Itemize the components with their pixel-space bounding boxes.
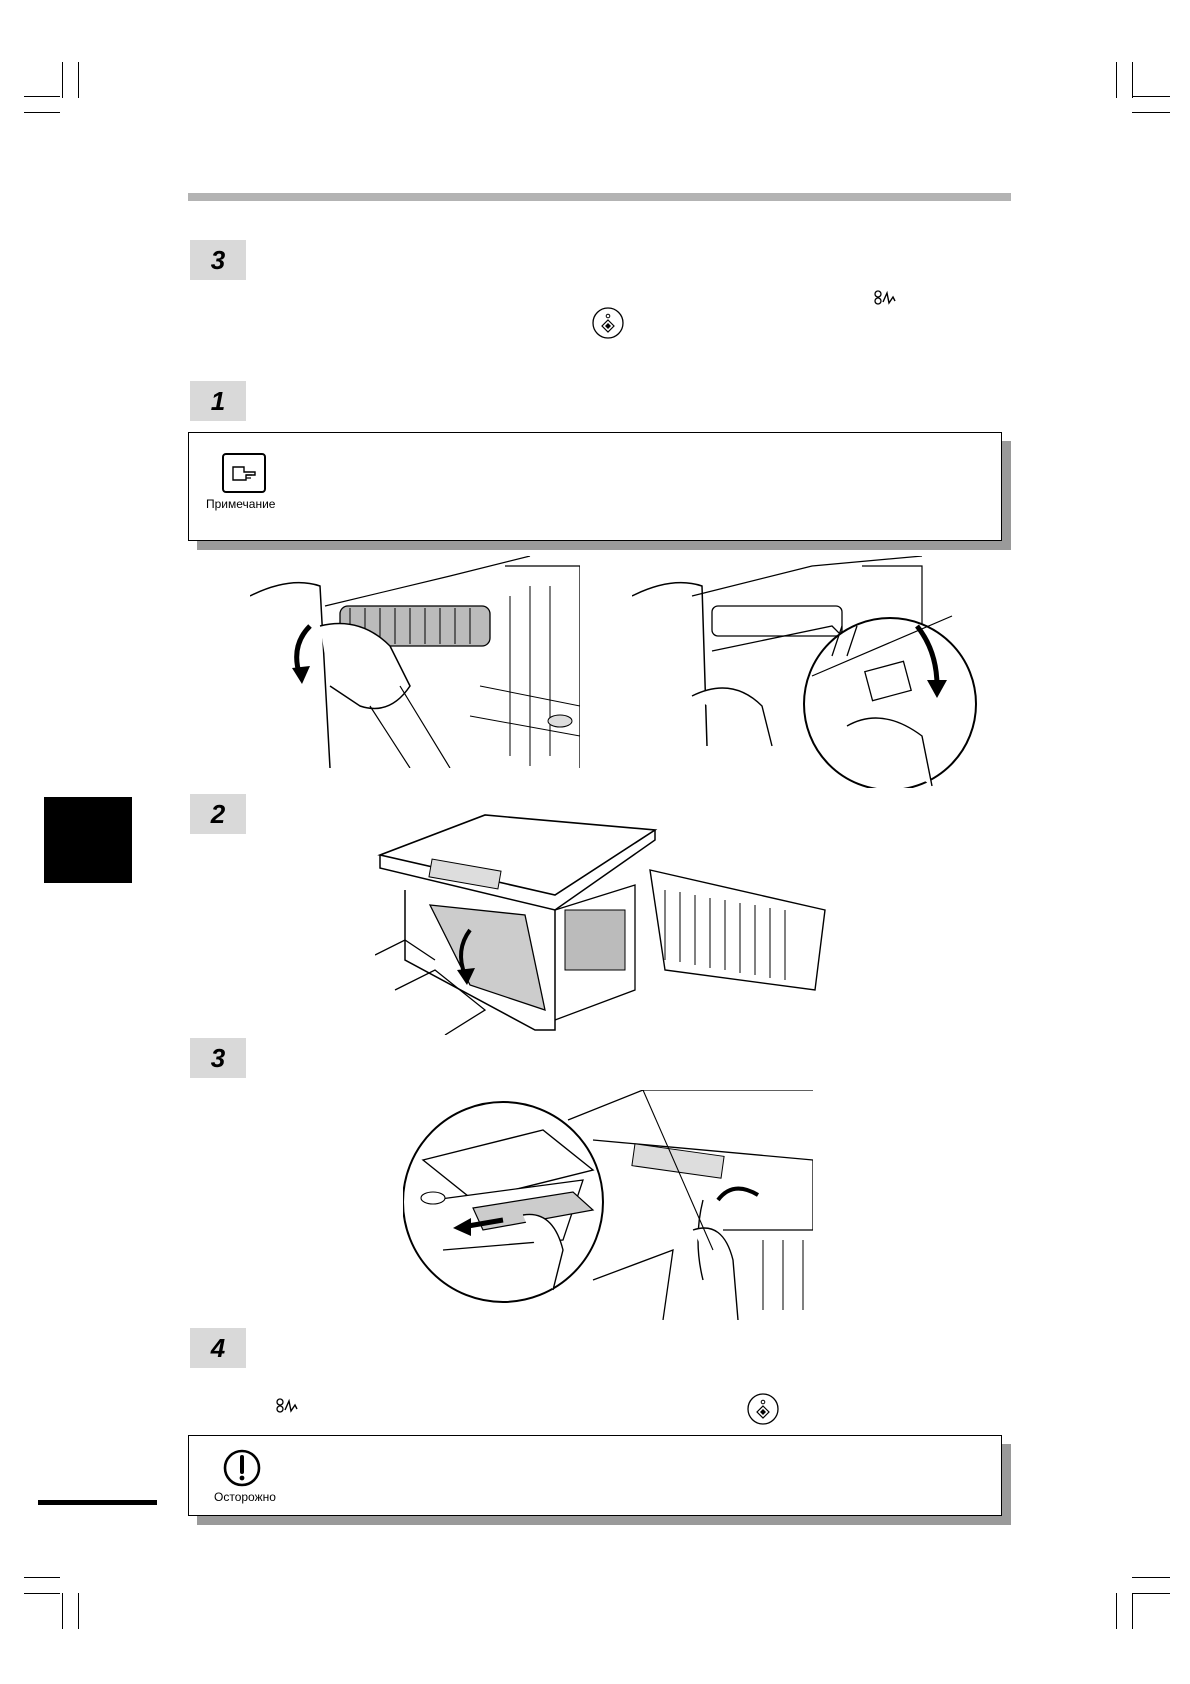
crop-mark — [24, 1593, 60, 1594]
fuser-release-illustration-right — [632, 556, 982, 788]
step-badge-intro: 3 — [190, 240, 246, 280]
chapter-tab — [44, 797, 132, 883]
crop-mark — [1132, 1593, 1133, 1629]
crop-mark — [78, 62, 79, 98]
crop-mark — [24, 96, 60, 97]
crop-mark — [1116, 62, 1117, 98]
caution-label: Осторожно — [214, 1490, 276, 1504]
crop-mark — [24, 112, 60, 113]
misfeed-indicator-icon — [873, 289, 897, 309]
crop-mark — [1132, 112, 1170, 113]
crop-mark — [62, 62, 63, 98]
crop-mark — [62, 1593, 63, 1629]
start-key-icon — [746, 1392, 780, 1426]
crop-mark — [1132, 1593, 1170, 1594]
step-badge-1: 1 — [190, 381, 246, 421]
note-box — [188, 432, 1002, 541]
step-badge-4: 4 — [190, 1328, 246, 1368]
caution-box — [188, 1435, 1002, 1516]
note-label: Примечание — [206, 497, 276, 511]
header-bar — [188, 193, 1011, 201]
crop-mark — [1132, 62, 1133, 98]
paper-removal-illustration — [403, 1090, 813, 1320]
step-badge-2: 2 — [190, 794, 246, 834]
exclamation-circle-icon — [222, 1448, 262, 1488]
copier-front-cover-illustration — [375, 810, 835, 1035]
crop-mark — [24, 1577, 60, 1578]
pointing-hand-icon — [222, 453, 266, 493]
crop-mark — [1132, 1577, 1170, 1578]
crop-mark — [1116, 1593, 1117, 1629]
crop-mark — [78, 1593, 79, 1629]
footer-rule — [38, 1500, 157, 1505]
fuser-release-illustration-left — [250, 556, 580, 768]
misfeed-indicator-icon — [275, 1397, 299, 1417]
start-key-icon — [591, 306, 625, 340]
step-badge-3: 3 — [190, 1038, 246, 1078]
crop-mark — [1132, 96, 1170, 97]
